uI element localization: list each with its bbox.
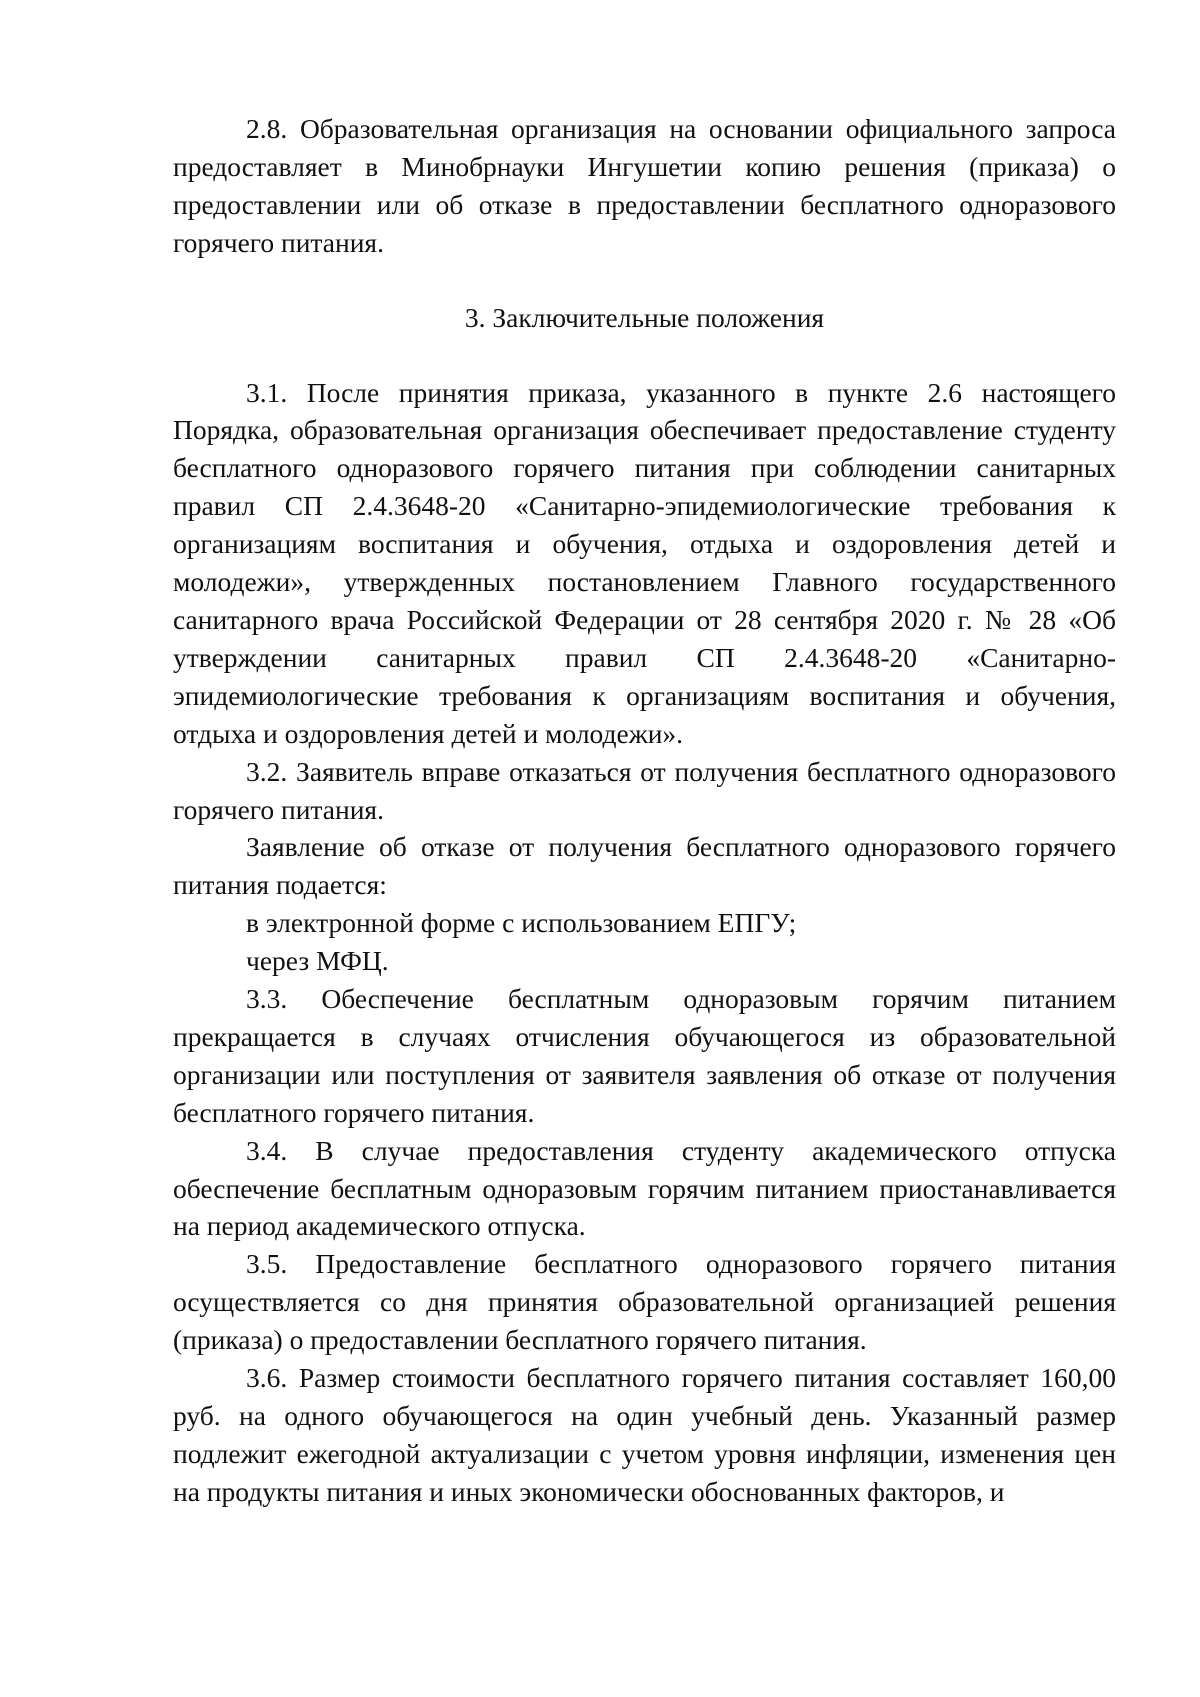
paragraph-3-3: 3.3. Обеспечение бесплатным одноразовым горячим питанием прекращается в случаях отчисления обучающегося из образовательной организации или поступления от заявителя заявления об отказе от получения бесплатного горячего питания.	[173, 983, 1116, 1128]
paragraph-3-5: 3.5. Предоставление бесплатного одноразового горячего питания осуществляется со дня принятия образовательной организацией решения (приказа) о предоставлении бесплатного горячего питания.	[173, 1248, 1116, 1356]
list-item-epgu: в электронной форме с использованием ЕПГУ;	[246, 907, 797, 939]
paragraph-3-6: 3.6. Размер стоимости бесплатного горячего питания составляет 160,00 руб. на одного обучающегося на один учебный день. Указанный размер подлежит ежегодной актуализации с учетом уровня инфляции, изменения цен на продукты питания и иных экономически обоснованных факторов, и	[173, 1362, 1116, 1507]
paragraph-3-2-refusal: Заявление об отказе от получения бесплатного одноразового горячего питания подается:	[173, 831, 1116, 901]
paragraph-3-4: 3.4. В случае предоставления студенту академического отпуска обеспечение бесплатным одноразовым горячим питанием приостанавливается на период академического отпуска.	[173, 1134, 1116, 1242]
section-heading: 3. Заключительные положения	[464, 301, 825, 333]
paragraph-3-1: 3.1. После принятия приказа, указанного в пункте 2.6 настоящего Порядка, образовательная организация обеспечивает предоставление студенту бесплатного одноразового горячего питания при соблюдении санитарных правил СП 2.4.3648-20 «Санитарно-эпидемиологические требования к организациям воспитания и обучения, отдыха и оздоровления детей и молодежи», утвержденных постановлением Главного государственного санитарного врача Российской Федерации от 28 сентября 2020 г. № 28 «Об утверждении санитарных правил СП 2.4.3648-20 «Санитарно-эпидемиологические требования к организациям воспитания и обучения, отдыха и оздоровления детей и молодежи».	[173, 376, 1116, 749]
paragraph-2-8: 2.8. Образовательная организация на основании официального запроса предоставляет в Минобрнауки Ингушетии копию решения (приказа) о предоставлении или об отказе в предоставлении бесплатного одноразового горячего питания.	[173, 113, 1116, 258]
list-item-mfc: через МФЦ.	[246, 945, 389, 977]
paragraph-3-2: 3.2. Заявитель вправе отказаться от получения бесплатного одноразового горячего питания.	[173, 755, 1116, 825]
document-body	[173, 110, 1116, 1511]
